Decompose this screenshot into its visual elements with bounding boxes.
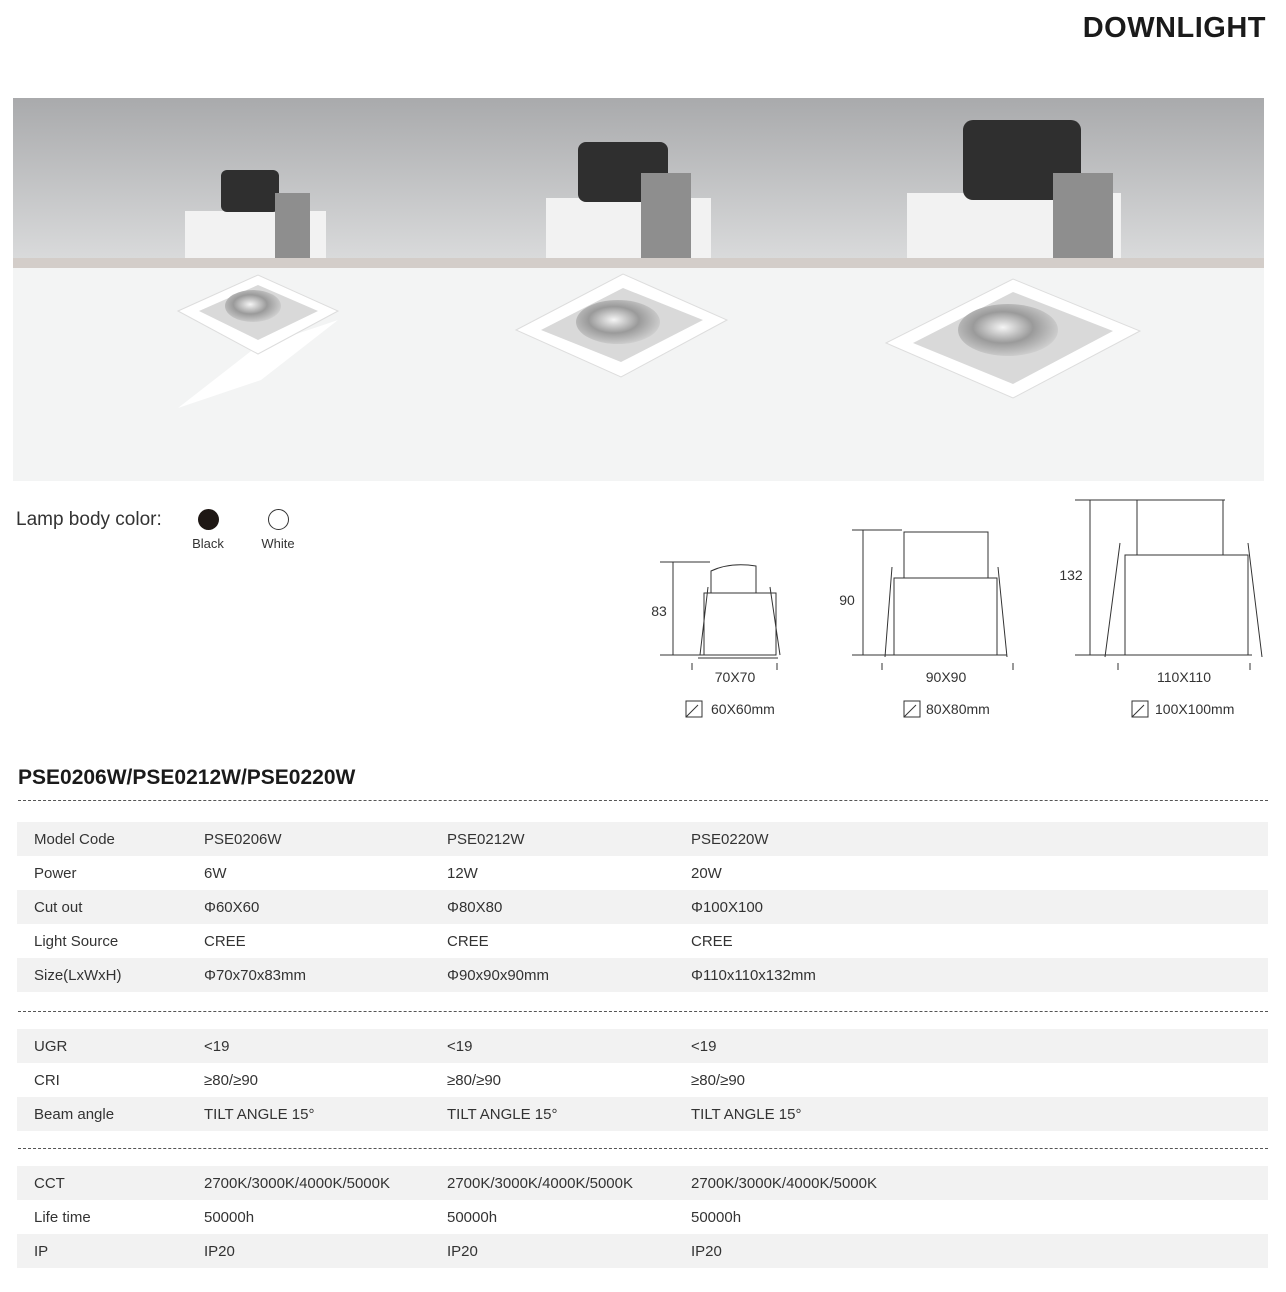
spec-value: 2700K/3000K/4000K/5000K bbox=[204, 1174, 390, 1192]
page-title: DOWNLIGHT bbox=[1082, 12, 1266, 44]
white-color-label: White bbox=[261, 536, 295, 551]
spec-row bbox=[17, 890, 1268, 924]
spec-row bbox=[17, 822, 1268, 856]
spec-value: 50000h bbox=[447, 1208, 498, 1226]
product-hero-image bbox=[13, 98, 1264, 481]
spec-value: IP20 bbox=[691, 1242, 722, 1260]
spec-value: <19 bbox=[447, 1037, 473, 1055]
lamp-body-color-label: Lamp body color: bbox=[16, 509, 162, 530]
dimension-drawings bbox=[640, 495, 1280, 730]
divider bbox=[18, 800, 1268, 801]
drawing-medium-size: 90X90 bbox=[925, 669, 967, 685]
spec-value: Φ100X100 bbox=[691, 898, 764, 916]
drawing-large-size: 110X110 bbox=[1157, 669, 1211, 685]
black-color-label: Black bbox=[192, 536, 224, 551]
spec-value: PSE0206W bbox=[204, 830, 282, 848]
drawing-medium bbox=[839, 530, 1013, 717]
spec-row bbox=[17, 1063, 1268, 1097]
spec-label: IP bbox=[34, 1242, 49, 1260]
spec-label: Life time bbox=[34, 1208, 91, 1226]
spec-value: <19 bbox=[204, 1037, 230, 1055]
spec-value: Φ110x110x132mm bbox=[691, 966, 816, 984]
spec-table-general bbox=[17, 822, 1268, 992]
spec-row bbox=[17, 924, 1268, 958]
drawing-small-cutout: 60X60mm bbox=[711, 701, 775, 717]
spec-row bbox=[17, 1200, 1268, 1234]
spec-row bbox=[17, 958, 1268, 992]
spec-label: Beam angle bbox=[34, 1105, 115, 1123]
spec-value: TILT ANGLE 15° bbox=[204, 1105, 315, 1123]
spec-value: CREE bbox=[447, 932, 489, 950]
spec-value: ≥80/≥90 bbox=[447, 1071, 502, 1089]
spec-value: PSE0212W bbox=[447, 830, 525, 848]
divider bbox=[18, 1148, 1268, 1149]
spec-value: 2700K/3000K/4000K/5000K bbox=[691, 1174, 877, 1192]
spec-value: IP20 bbox=[447, 1242, 478, 1260]
spec-value: <19 bbox=[691, 1037, 717, 1055]
spec-value: CREE bbox=[204, 932, 246, 950]
spec-value: ≥80/≥90 bbox=[691, 1071, 746, 1089]
spec-value: ≥80/≥90 bbox=[204, 1071, 259, 1089]
spec-row bbox=[17, 1029, 1268, 1063]
spec-label: UGR bbox=[34, 1037, 68, 1055]
spec-table-optical bbox=[17, 1029, 1268, 1131]
spec-value: PSE0220W bbox=[691, 830, 769, 848]
drawing-large-height: 132 bbox=[1059, 567, 1083, 583]
spec-label: CCT bbox=[34, 1174, 65, 1192]
spec-label: Model Code bbox=[34, 830, 115, 848]
spec-value: 50000h bbox=[204, 1208, 255, 1226]
spec-value: CREE bbox=[691, 932, 733, 950]
spec-value: IP20 bbox=[204, 1242, 235, 1260]
spec-label: CRI bbox=[34, 1071, 60, 1089]
spec-value: Φ70x70x83mm bbox=[204, 966, 307, 984]
drawing-small-size: 70X70 bbox=[714, 669, 756, 685]
spec-row bbox=[17, 1234, 1268, 1268]
divider bbox=[18, 1011, 1268, 1012]
spec-value: 50000h bbox=[691, 1208, 742, 1226]
spec-value: TILT ANGLE 15° bbox=[691, 1105, 802, 1123]
drawing-large bbox=[1059, 500, 1262, 717]
spec-value: Φ60X60 bbox=[204, 898, 260, 916]
spec-label: Power bbox=[34, 864, 77, 882]
drawing-large-cutout: 100X100mm bbox=[1155, 701, 1235, 717]
spec-row bbox=[17, 1097, 1268, 1131]
drawing-medium-cutout: 80X80mm bbox=[926, 701, 990, 717]
drawing-medium-height: 90 bbox=[839, 592, 855, 608]
drawing-small bbox=[651, 562, 780, 717]
spec-value: TILT ANGLE 15° bbox=[447, 1105, 558, 1123]
spec-label: Light Source bbox=[34, 932, 119, 950]
spec-value: 6W bbox=[204, 864, 227, 882]
spec-value: 20W bbox=[691, 864, 722, 882]
spec-label: Cut out bbox=[34, 898, 83, 916]
spec-value: Φ80X80 bbox=[447, 898, 503, 916]
spec-value: 12W bbox=[447, 864, 478, 882]
spec-value: Φ90x90x90mm bbox=[447, 966, 550, 984]
spec-table-electrical bbox=[17, 1166, 1268, 1268]
models-title: PSE0206W/PSE0212W/PSE0220W bbox=[18, 766, 356, 789]
spec-row bbox=[17, 1166, 1268, 1200]
spec-label: Size(LxWxH) bbox=[34, 966, 122, 984]
spec-row bbox=[17, 856, 1268, 890]
black-color-swatch bbox=[198, 509, 219, 530]
spec-value: 2700K/3000K/4000K/5000K bbox=[447, 1174, 633, 1192]
white-color-swatch bbox=[268, 509, 289, 530]
drawing-small-height: 83 bbox=[651, 603, 667, 619]
